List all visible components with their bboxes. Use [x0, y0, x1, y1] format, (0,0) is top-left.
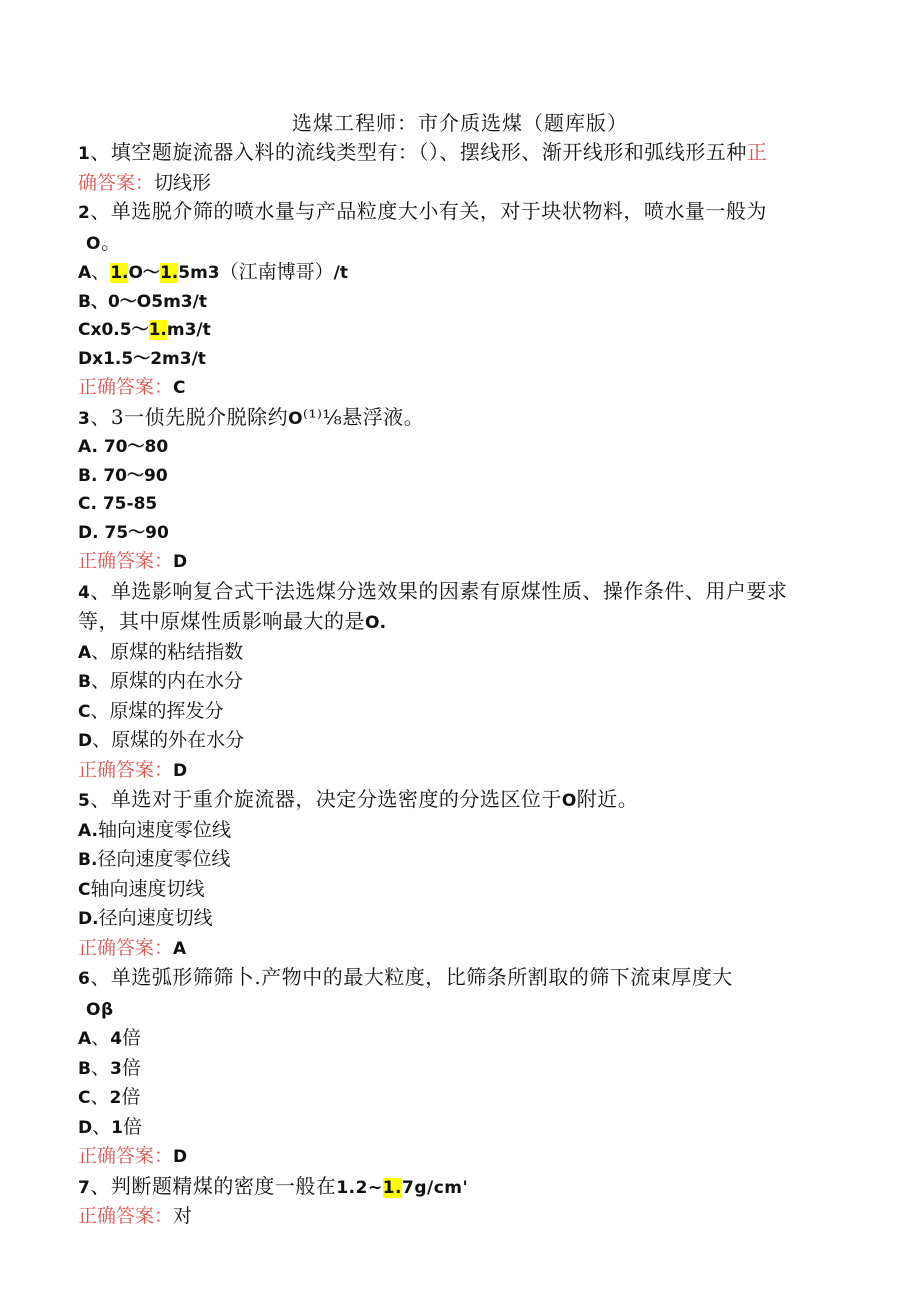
- blank-marker: O.: [365, 613, 387, 633]
- question-text: 、判断题精煤的密度一般在: [90, 1173, 337, 1198]
- option-text: m3/t: [166, 320, 211, 340]
- option-c: [78, 316, 838, 345]
- option-sep: 、: [91, 1027, 111, 1049]
- option-text: 轴向速度切线: [90, 877, 205, 900]
- option-d: D. 75〜90: [78, 522, 169, 543]
- question-text: 、单选弧形筛筛卜.产物中的最大粒度，比筛条所割取的筛下流束厚度大: [90, 965, 733, 989]
- question-1: [78, 138, 838, 169]
- answer-value: 对: [173, 1205, 193, 1227]
- highlighted-text: 1.: [148, 320, 167, 340]
- option-c: [78, 875, 838, 905]
- option-text: 5m3: [178, 263, 220, 283]
- question-text: 、单选影响复合式干法选煤分选效果的因素有原煤性质、操作条件、用户要求: [90, 578, 788, 603]
- question-number: 1: [78, 144, 91, 164]
- option-text-cn: （江南博哥）: [219, 261, 334, 283]
- option-key: B.: [78, 850, 98, 870]
- blank-marker: Oβ: [86, 999, 114, 1020]
- option-sep: 、: [92, 1115, 112, 1138]
- option-text: O〜: [128, 263, 160, 283]
- question-text: 一侦先脱介脱除约: [124, 404, 289, 429]
- answer-label: 正确答案：: [78, 1205, 174, 1227]
- option-text: 倍: [122, 1115, 142, 1138]
- blank-marker: O: [561, 791, 577, 811]
- option-key: A.: [78, 820, 98, 841]
- answer-label: 正确答案：: [78, 550, 174, 572]
- answer-label: 正确答案：: [78, 376, 174, 398]
- option-key: A: [78, 1029, 92, 1049]
- option-key: D: [78, 731, 93, 751]
- question-text-tail: 。: [100, 229, 122, 254]
- option-a: [78, 1024, 838, 1054]
- highlighted-text: 1.: [110, 263, 129, 283]
- option-b: [78, 1054, 838, 1084]
- option-key: C: [78, 701, 91, 722]
- question-5: [78, 785, 838, 816]
- option-number: 3: [109, 1058, 122, 1079]
- option-sep: 、: [90, 1056, 110, 1079]
- question-list: [78, 138, 838, 1231]
- option-key: D: [78, 1117, 93, 1138]
- option-text: Cx0.5〜: [78, 320, 149, 340]
- option-c: C. 75-85: [78, 494, 158, 514]
- option-b: [78, 845, 838, 875]
- question-number: 5: [78, 791, 91, 811]
- question-2: [78, 197, 838, 228]
- option-text: 倍: [121, 1086, 141, 1108]
- question-number: 2: [78, 203, 91, 223]
- option-number: 2: [109, 1088, 122, 1108]
- option-key: C: [78, 879, 91, 900]
- blank-marker: O: [288, 408, 304, 429]
- option-number: 1: [111, 1117, 123, 1138]
- question-text-tail: ⁽¹⁾⅛悬浮液。: [303, 404, 425, 429]
- blank-marker: O: [86, 233, 101, 254]
- option-text: 、原煤的外在水分: [92, 729, 245, 751]
- answer-label: 正确答案：: [78, 936, 174, 959]
- answer-value: D: [173, 760, 188, 781]
- option-text: 、原煤的挥发分: [90, 699, 224, 722]
- question-number: 3: [78, 408, 91, 429]
- question-number: 7: [78, 1177, 91, 1198]
- answer-1: [78, 169, 838, 198]
- question-7: [78, 1172, 838, 1203]
- option-d: [78, 726, 838, 756]
- question-text: 等，其中原煤性质影响最大的是: [78, 609, 365, 633]
- answer-4: [78, 756, 838, 786]
- option-sep: 、: [91, 261, 111, 283]
- answer-value: C: [173, 378, 186, 398]
- question-6-continued: [78, 994, 838, 1025]
- answer-7: [78, 1202, 838, 1231]
- question-text: 、单选对于重介旋流器，决定分选密度的分选区位于: [90, 787, 562, 811]
- question-text: 、填空题旋流器入料的流线类型有：（）、摆线形、渐开线形和弧线形五种: [90, 140, 747, 164]
- question-2-continued: [78, 228, 838, 259]
- question-text: 、单选脱介筛的喷水量与产品粒度大小有关，对于块状物料，喷水量一般为: [90, 199, 767, 223]
- option-a: [78, 816, 838, 846]
- answer-value: A: [173, 938, 187, 959]
- option-d: [78, 1113, 838, 1143]
- highlighted-text: 1.: [159, 263, 179, 283]
- option-text: 倍: [122, 1027, 142, 1049]
- answer-6: [78, 1142, 838, 1172]
- option-c: [78, 1083, 838, 1113]
- question-text-num: 1.2~: [336, 1177, 383, 1198]
- option-c: [78, 697, 838, 727]
- option-b: B. 70〜90: [78, 465, 168, 486]
- option-text: 、原煤的内在水分: [90, 670, 243, 692]
- answer-label-part: 正: [746, 140, 768, 164]
- option-a: A. 70〜80: [78, 437, 169, 457]
- option-b: [78, 667, 838, 697]
- option-key: C: [78, 1088, 91, 1108]
- option-key: B: [78, 1058, 91, 1079]
- option-key: A: [78, 263, 92, 283]
- question-text-num: 7g/cm': [402, 1177, 469, 1198]
- option-text: 径向速度切线: [98, 907, 213, 929]
- option-text: 径向速度零位线: [97, 848, 231, 870]
- option-key: B: [78, 672, 91, 692]
- question-6: [78, 963, 838, 994]
- option-a: [78, 638, 838, 668]
- question-3: [78, 403, 838, 434]
- question-number: 6: [78, 969, 91, 989]
- option-b: B、0〜O5m3/t: [78, 291, 207, 312]
- question-text: 、3: [90, 404, 125, 429]
- option-text: 倍: [121, 1056, 141, 1079]
- question-number: 4: [78, 582, 91, 603]
- option-key: A: [78, 642, 92, 663]
- option-text: 、原煤的粘结指数: [91, 640, 244, 663]
- option-text: /t: [333, 263, 348, 283]
- answer-label: 正确答案：: [78, 758, 174, 781]
- answer-label: 正确答案：: [78, 1145, 174, 1167]
- answer-2: [78, 373, 838, 403]
- answer-value: 切线形: [154, 171, 212, 194]
- answer-3: [78, 547, 838, 577]
- answer-5: [78, 934, 838, 964]
- answer-label: 确答案：: [78, 171, 155, 194]
- question-4-continued: [78, 607, 838, 638]
- option-sep: 、: [90, 1086, 110, 1108]
- highlighted-text: 1.: [382, 1177, 402, 1198]
- answer-value: D: [173, 1147, 188, 1167]
- answer-value: D: [173, 552, 188, 572]
- option-key: D.: [78, 909, 99, 929]
- option-text: 轴向速度零位线: [97, 818, 231, 841]
- question-text-tail: 附近。: [576, 787, 639, 811]
- page-title: 选煤工程师：市介质选煤（题库版）: [292, 111, 628, 135]
- option-a: [78, 258, 838, 288]
- option-d: Dx1.5〜2m3/t: [78, 348, 206, 369]
- question-4: [78, 577, 838, 608]
- option-d: [78, 904, 838, 934]
- option-number: 4: [110, 1029, 123, 1049]
